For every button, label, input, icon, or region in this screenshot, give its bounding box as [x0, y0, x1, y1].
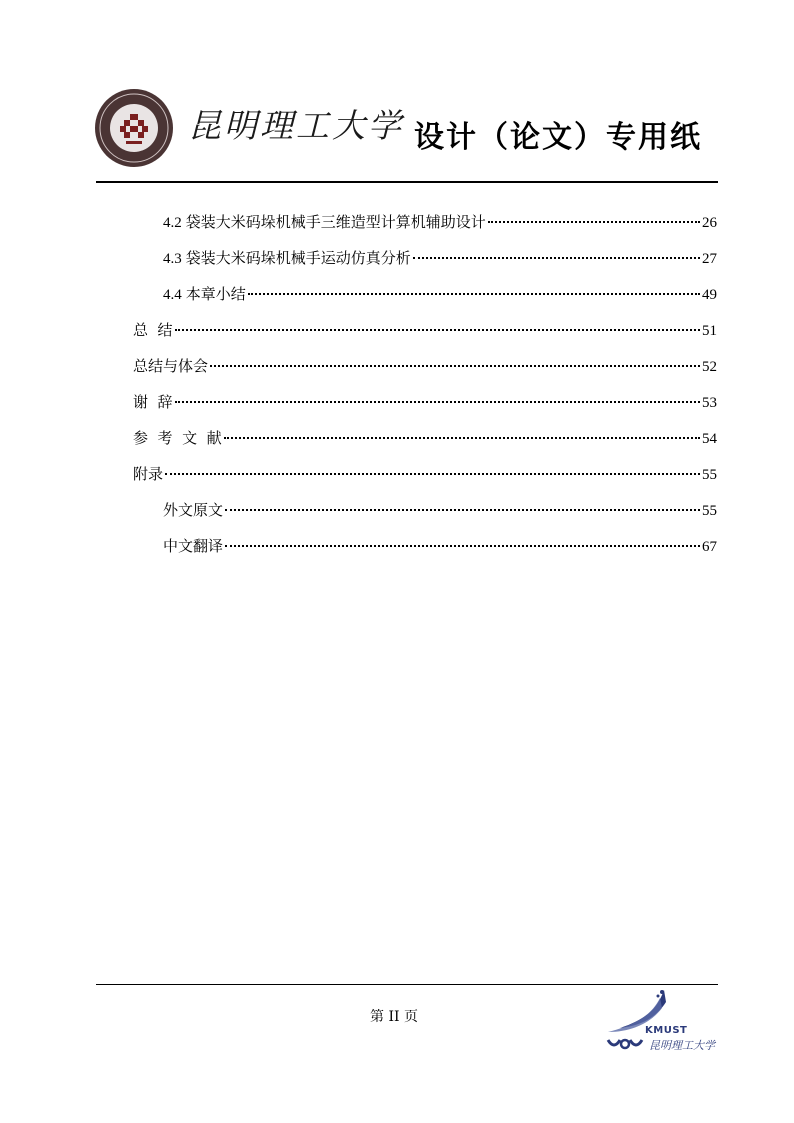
- toc-entry-page: 55: [702, 467, 717, 483]
- toc-entry[interactable]: [163, 535, 717, 559]
- toc-entry-label: 袋装大米码垛机械手三维造型计算机辅助设计: [185, 213, 486, 231]
- paper-label: 设计（论文）专用纸: [414, 120, 702, 155]
- toc-leader-dots: [210, 365, 700, 367]
- toc-entry-label: 参 考 文 献: [133, 429, 222, 447]
- toc-entry-label: 外文原文: [163, 501, 224, 519]
- toc-entry[interactable]: [133, 427, 717, 451]
- toc-entry-number: 4.3: [163, 251, 182, 267]
- toc-entry-page: 52: [702, 359, 717, 375]
- toc-entry-label: 袋装大米码垛机械手运动仿真分析: [185, 249, 411, 267]
- toc-entry[interactable]: [133, 463, 717, 487]
- kmust-logo-name: 昆明理工大学: [649, 1039, 715, 1052]
- toc-leader-dots: [248, 293, 700, 295]
- toc-entry[interactable]: [163, 499, 717, 523]
- toc-leader-dots: [175, 329, 700, 331]
- toc-entry[interactable]: [133, 391, 717, 415]
- toc-entry-number: 4.2: [163, 215, 182, 231]
- toc-leader-dots: [165, 473, 700, 475]
- toc-leader-dots: [225, 545, 700, 547]
- toc-entry-page: 67: [702, 539, 717, 555]
- page-number: 第 II 页: [370, 1009, 418, 1025]
- toc-entry[interactable]: [163, 247, 717, 271]
- toc-leader-dots: [175, 401, 700, 403]
- footer-rule: [96, 984, 718, 985]
- toc-entry-label: 谢 辞: [133, 393, 173, 411]
- toc-leader-dots: [224, 437, 700, 439]
- toc-entry-label: 中文翻译: [163, 537, 224, 555]
- toc-entry[interactable]: [163, 283, 717, 307]
- toc-entry-label: 附录: [133, 465, 164, 483]
- toc-entry-number: 4.4: [163, 287, 182, 303]
- toc-leader-dots: [488, 221, 700, 223]
- kmust-logo-abbr: KMUST: [645, 1025, 688, 1036]
- university-seal-logo: [94, 88, 174, 168]
- toc-entry-label: 本章小结: [185, 285, 246, 303]
- toc-entry[interactable]: [133, 355, 717, 379]
- header-rule: [96, 181, 718, 183]
- toc-leader-dots: [225, 509, 700, 511]
- toc-entry-page: 54: [702, 431, 717, 447]
- toc-entry-page: 51: [702, 323, 717, 339]
- toc-entry-page: 27: [702, 251, 717, 267]
- toc-entry[interactable]: [133, 319, 717, 343]
- toc-entry-page: 53: [702, 395, 717, 411]
- toc-entry[interactable]: [163, 211, 717, 235]
- toc-entry-label: 总 结: [133, 321, 173, 339]
- toc-entry-page: 55: [702, 503, 717, 519]
- toc-leader-dots: [413, 257, 700, 259]
- toc-entry-label: 总结与体会: [133, 357, 209, 375]
- toc-entry-page: 49: [702, 287, 717, 303]
- university-name: 昆明理工大学: [188, 106, 404, 145]
- toc-entry-page: 26: [702, 215, 717, 231]
